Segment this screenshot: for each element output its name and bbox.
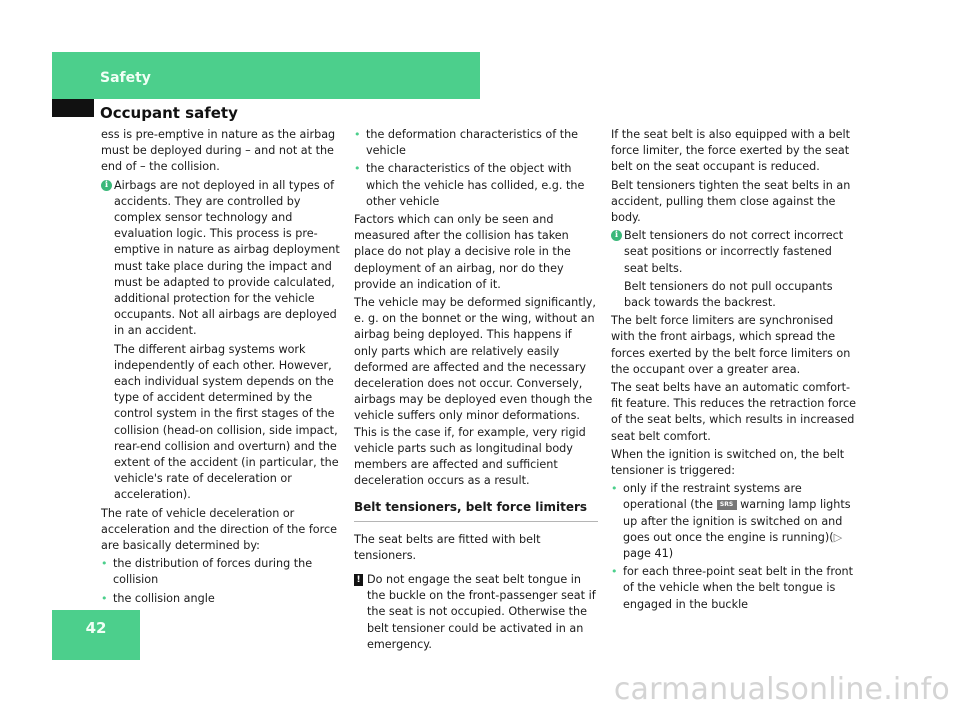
warning-note [354, 572, 598, 653]
bullet-icon: • [354, 128, 361, 141]
info-note-text: Airbags are not deployed in all types of accidents. They are controlled by complex sensor technology and evaluation logic. This process is pre-emptive in nature as airbag deployment must take place during the impact and must be adapted to provide calculated, additional protection for the vehicle occupants. Not all airbags are deployed in an accident. [114, 178, 340, 338]
section-label: Safety [100, 70, 151, 86]
list-item [354, 127, 598, 159]
column-3 [611, 127, 857, 615]
list-item [354, 161, 598, 210]
warning-icon: ! [354, 574, 363, 586]
list-item-text: the collision angle [113, 591, 215, 605]
list-item-text: only if the restraint systems are operational (the [623, 482, 802, 512]
paragraph: Factors which can only be seen and measured after the collision has taken place do not play a decisive role in the deployment of an airbag, nor do they provide an indication of it. [354, 213, 571, 291]
page-number: 42 [85, 619, 107, 637]
bullet-icon: • [354, 162, 361, 176]
watermark-text: carmanualsonline.info [613, 672, 950, 707]
list-item [611, 564, 857, 613]
list-item-text: the characteristics of the object with which the vehicle has collided, e.g. the other vehicle [366, 162, 585, 208]
list-item [611, 481, 857, 562]
paragraph: The belt force limiters are synchronised with the front airbags, which spread the forces exerted by the belt force limiters on the occupant over a greater area. [611, 314, 851, 376]
info-note-text: The different airbag systems work independently of each other. However, each individual system depends on the type of accident determined by the control system in the first stages of the collision (head-on collision, side impact, rear-end collision and overturn) and the extent of the accident (in particular, the vehicle's rate of deceleration or acceleration). [114, 342, 339, 502]
column-1 [101, 127, 349, 609]
info-note [611, 228, 857, 277]
info-note-continued [101, 342, 349, 504]
section-heading: Belt tensioners, belt force limiters [354, 499, 598, 521]
info-icon: i [101, 180, 112, 191]
paragraph: When the ignition is switched on, the belt tensioner is triggered: [611, 447, 845, 478]
bullet-icon: • [101, 557, 108, 571]
info-note-continued [611, 279, 857, 311]
list-item-text: for each three-point seat belt in the front of the vehicle when the belt tongue is engaged in the buckle [623, 565, 854, 611]
page-number-block [52, 610, 140, 660]
paragraph: The seat belts have an automatic comfort-fit feature. This reduces the retraction force of the seat belts, which results in increased seat belt comfort. [611, 381, 857, 443]
paragraph: The seat belts are fitted with belt tensioners. [354, 532, 541, 562]
paragraph: The rate of vehicle deceleration or acceleration and the direction of the force are basically determined by: [101, 506, 338, 553]
paragraph: If the seat belt is also equipped with a belt force limiter, the force exerted by the seat belt on the seat occupant is reduced. [611, 128, 851, 174]
list-item-text: the distribution of forces during the collision [113, 557, 313, 587]
header-tab-marker [52, 99, 94, 117]
page-reference-link[interactable]: page 41) [623, 547, 674, 561]
paragraph: ess is pre-emptive in nature as the airbag must be deployed during – and not at the end of – the collision. [101, 128, 336, 174]
page-reference-icon: ▷ [833, 530, 843, 544]
bullet-icon: • [611, 565, 618, 579]
list-item-text: the deformation characteristics of the vehicle [366, 128, 579, 158]
bullet-icon: • [611, 482, 618, 496]
list-item-text: warning lamp lights up after the ignition is switched on and goes out once the engine is running)( [623, 498, 851, 544]
info-note [101, 178, 349, 340]
srs-warning-lamp-icon: SRS [717, 500, 737, 510]
list-item [101, 556, 349, 588]
info-note-text: Belt tensioners do not pull occupants back towards the backrest. [624, 279, 833, 310]
list-item [101, 591, 349, 607]
info-note-text: Belt tensioners do not correct incorrect seat positions or incorrectly fastened seat belts. [624, 229, 844, 275]
column-2 [354, 127, 598, 655]
paragraph: The vehicle may be deformed significantly, e. g. on the bonnet or the wing, without an airbag being deployed. This happens if only parts which are relatively easily deformed are affected and the necessary deceleration does not occur. Conversely, airbags may be deployed even though the vehicle suffers only minor deformations. This is the case if, for example, very rigid vehicle parts such as longitudinal body members are affected and sufficient deceleration occurs as a result. [354, 296, 596, 488]
paragraph: Belt tensioners tighten the seat belts in an accident, pulling them close against the body. [611, 178, 851, 225]
page-title: Occupant safety [100, 104, 238, 122]
bullet-icon: • [101, 591, 108, 605]
warning-note-text: Do not engage the seat belt tongue in the buckle on the front-passenger seat if the seat is not occupied. Otherwise the belt tensioner could be activated in an emergency. [367, 573, 596, 651]
info-icon: i [611, 230, 622, 241]
